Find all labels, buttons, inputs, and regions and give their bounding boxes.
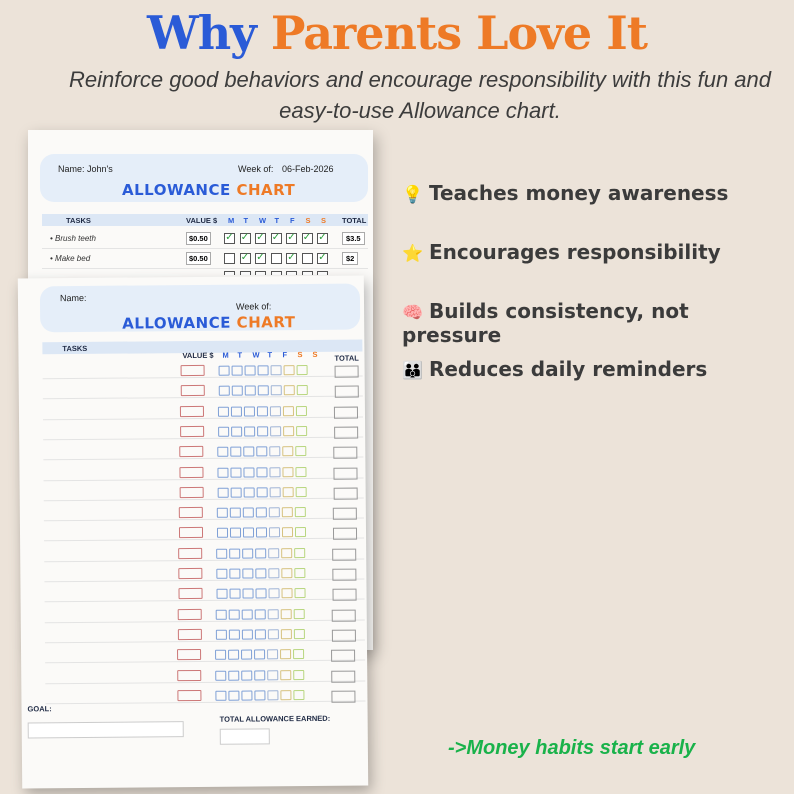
day-box[interactable] <box>244 406 255 416</box>
row-divider <box>42 248 368 249</box>
total-box[interactable] <box>334 406 358 418</box>
day-box[interactable] <box>270 386 281 396</box>
value-box[interactable] <box>180 405 204 416</box>
day-box[interactable] <box>268 568 279 578</box>
task-total: $2 <box>342 252 358 265</box>
day-checkbox[interactable] <box>271 271 282 275</box>
row-divider <box>45 599 365 603</box>
day-box[interactable] <box>244 447 255 457</box>
day-box[interactable] <box>241 650 252 660</box>
day-box[interactable] <box>268 609 279 619</box>
day-box[interactable] <box>215 650 226 660</box>
benefit-text: Teaches money awareness <box>428 181 729 205</box>
day-box[interactable] <box>281 629 292 639</box>
day-header-5: S <box>305 216 311 225</box>
day-box[interactable] <box>231 426 242 436</box>
day-header-1: T <box>243 216 249 225</box>
value-box[interactable] <box>180 426 204 437</box>
day-header-3: T <box>274 216 280 225</box>
day-box[interactable] <box>257 386 268 396</box>
day-box[interactable] <box>256 487 267 497</box>
title-chart: CHART <box>236 313 296 332</box>
value-box[interactable] <box>179 466 203 477</box>
day-checkbox[interactable] <box>224 271 235 275</box>
total-box[interactable] <box>334 386 358 398</box>
day-header-1: T <box>237 350 243 360</box>
brain-icon: 🧠 <box>402 303 424 323</box>
day-box[interactable] <box>268 589 279 599</box>
row-divider <box>43 457 363 461</box>
benefit-item <box>402 357 707 381</box>
day-box[interactable] <box>242 629 253 639</box>
subtitle: Reinforce good behaviors and encourage responsibility with this fun and easy-to-use Allowance chart. <box>69 67 771 123</box>
day-box[interactable] <box>217 467 228 477</box>
day-box[interactable] <box>243 467 254 477</box>
day-header-0: M <box>222 350 229 360</box>
row-divider <box>43 376 363 380</box>
day-checkbox[interactable]: ✓ <box>256 252 265 263</box>
week-value: 06-Feb-2026 <box>282 164 334 174</box>
value-box[interactable] <box>177 669 201 680</box>
row-divider <box>45 680 365 684</box>
day-box[interactable] <box>297 365 308 375</box>
total-box[interactable] <box>331 690 355 702</box>
day-box[interactable] <box>243 528 254 538</box>
col-total: TOTAL <box>342 216 367 225</box>
day-box[interactable] <box>217 528 228 538</box>
day-box[interactable] <box>215 670 226 680</box>
name-label: Name: John's <box>58 164 113 174</box>
day-box[interactable] <box>255 589 266 599</box>
row-divider <box>44 497 364 501</box>
value-box[interactable] <box>178 629 202 640</box>
day-box[interactable] <box>228 650 239 660</box>
day-checkbox[interactable] <box>317 271 328 275</box>
value-box[interactable] <box>178 568 202 579</box>
total-earned-field[interactable] <box>220 728 270 744</box>
day-checkbox[interactable] <box>271 253 282 264</box>
row-divider <box>43 396 363 400</box>
day-box[interactable] <box>231 406 242 416</box>
value-box[interactable] <box>179 527 203 538</box>
total-box[interactable] <box>333 528 357 540</box>
day-box[interactable] <box>283 446 294 456</box>
day-box[interactable] <box>295 548 306 558</box>
lightbulb-icon: 💡 <box>402 185 424 205</box>
value-box[interactable] <box>177 649 201 660</box>
total-box[interactable] <box>334 447 358 459</box>
row-divider <box>44 579 364 583</box>
day-checkbox[interactable]: ✓ <box>256 232 265 243</box>
day-box[interactable] <box>219 366 230 376</box>
day-box[interactable] <box>281 588 292 598</box>
day-box[interactable] <box>254 690 265 700</box>
day-box[interactable] <box>271 365 282 375</box>
day-checkbox[interactable]: ✓ <box>240 252 250 263</box>
total-box[interactable] <box>334 426 358 438</box>
day-box[interactable] <box>218 447 229 457</box>
total-earned-label: TOTAL ALLOWANCE EARNED: <box>219 713 331 724</box>
week-label: Week of: <box>235 301 272 312</box>
day-box[interactable] <box>269 467 280 477</box>
day-box[interactable] <box>229 629 240 639</box>
day-checkbox[interactable]: ✓ <box>302 232 312 243</box>
day-box[interactable] <box>232 366 243 376</box>
sheet-title <box>122 313 295 333</box>
day-box[interactable] <box>231 447 242 457</box>
day-box[interactable] <box>269 528 280 538</box>
day-header-3: T <box>267 350 273 360</box>
total-box[interactable] <box>332 629 356 641</box>
day-box[interactable] <box>244 426 255 436</box>
day-box[interactable] <box>296 426 307 436</box>
cta-text: ->Money habits start early <box>448 737 696 759</box>
day-box[interactable] <box>257 406 268 416</box>
day-box[interactable] <box>229 589 240 599</box>
day-box[interactable] <box>257 426 268 436</box>
day-checkbox[interactable] <box>286 271 297 275</box>
day-checkbox[interactable]: ✓ <box>318 252 327 263</box>
day-box[interactable] <box>267 670 278 680</box>
day-box[interactable] <box>294 609 305 619</box>
value-box[interactable] <box>179 548 203 559</box>
day-checkbox[interactable] <box>255 271 266 275</box>
day-box[interactable] <box>269 507 280 517</box>
day-checkbox[interactable]: ✓ <box>287 232 296 243</box>
col-value: VALUE $ <box>186 216 218 225</box>
day-box[interactable] <box>267 690 278 700</box>
week-label: Week of: <box>238 164 274 174</box>
day-box[interactable] <box>269 487 280 497</box>
task-name: • Brush teeth <box>50 234 96 243</box>
col-value: VALUE $ <box>182 350 214 361</box>
day-box[interactable] <box>257 447 268 457</box>
day-box[interactable] <box>295 527 306 537</box>
title-allowance: ALLOWANCE <box>122 181 231 199</box>
row-divider <box>45 639 365 643</box>
row-divider <box>43 416 363 420</box>
value-box[interactable] <box>180 385 204 396</box>
title-chart: CHART <box>236 181 296 199</box>
family-icon: 👪 <box>402 361 424 381</box>
day-box[interactable] <box>284 365 295 375</box>
benefit-item <box>402 240 721 264</box>
day-box[interactable] <box>294 588 305 598</box>
day-box[interactable] <box>218 406 229 416</box>
day-box[interactable] <box>280 670 291 680</box>
day-header-5: S <box>297 350 303 360</box>
day-checkbox[interactable]: ✓ <box>287 252 296 263</box>
day-box[interactable] <box>217 508 228 518</box>
day-box[interactable] <box>283 426 294 436</box>
total-box[interactable] <box>332 569 356 581</box>
benefit-text: Builds consistency, not pressure <box>402 299 689 347</box>
day-box[interactable] <box>218 386 229 396</box>
day-header-6: S <box>321 216 327 225</box>
total-box[interactable] <box>331 650 355 662</box>
task-total: $3.5 <box>342 232 365 245</box>
day-box[interactable] <box>243 548 254 558</box>
day-box[interactable] <box>296 406 307 416</box>
day-box[interactable] <box>229 569 240 579</box>
row-divider <box>45 700 365 704</box>
value-box[interactable] <box>180 446 204 457</box>
day-box[interactable] <box>242 609 253 619</box>
day-box[interactable] <box>258 365 269 375</box>
task-value: $0.50 <box>186 252 211 265</box>
day-box[interactable] <box>256 528 267 538</box>
day-box[interactable] <box>282 487 293 497</box>
day-header-4: F <box>282 350 288 360</box>
day-box[interactable] <box>282 528 293 538</box>
day-box[interactable] <box>295 487 306 497</box>
day-box[interactable] <box>215 691 226 701</box>
day-box[interactable] <box>245 365 256 375</box>
day-box[interactable] <box>230 467 241 477</box>
day-box[interactable] <box>243 487 254 497</box>
day-box[interactable] <box>283 385 294 395</box>
day-box[interactable] <box>268 629 279 639</box>
sheet-title <box>122 181 295 199</box>
row-divider <box>42 268 368 269</box>
day-checkbox[interactable] <box>224 253 235 264</box>
day-box[interactable] <box>256 507 267 517</box>
title-allowance: ALLOWANCE <box>122 313 231 333</box>
day-box[interactable] <box>293 670 304 680</box>
name-label: Name: <box>59 292 87 304</box>
value-box[interactable] <box>179 487 203 498</box>
day-box[interactable] <box>230 487 241 497</box>
allowance-sheet-blank <box>18 276 368 789</box>
day-box[interactable] <box>241 670 252 680</box>
row-divider <box>45 660 365 664</box>
day-box[interactable] <box>280 690 291 700</box>
day-box[interactable] <box>267 649 278 659</box>
day-header-2: W <box>259 216 267 225</box>
day-box[interactable] <box>244 386 255 396</box>
day-box[interactable] <box>242 589 253 599</box>
day-box[interactable] <box>256 467 267 477</box>
task-value: $0.50 <box>186 232 211 245</box>
day-box[interactable] <box>243 508 254 518</box>
day-box[interactable] <box>255 629 266 639</box>
day-header-2: W <box>252 350 260 360</box>
day-box[interactable] <box>281 568 292 578</box>
day-box[interactable] <box>216 569 227 579</box>
day-header-6: S <box>312 349 318 359</box>
day-box[interactable] <box>228 670 239 680</box>
day-box[interactable] <box>217 548 228 558</box>
day-box[interactable] <box>296 446 307 456</box>
value-box[interactable] <box>177 690 201 701</box>
day-box[interactable] <box>229 609 240 619</box>
row-divider <box>44 518 364 522</box>
row-divider <box>43 436 363 440</box>
day-box[interactable] <box>281 609 292 619</box>
day-box[interactable] <box>254 670 265 680</box>
day-header-0: M <box>228 216 235 225</box>
day-box[interactable] <box>255 609 266 619</box>
value-box[interactable] <box>178 588 202 599</box>
day-box[interactable] <box>294 629 305 639</box>
day-box[interactable] <box>293 649 304 659</box>
total-box[interactable] <box>332 609 356 621</box>
goal-label: GOAL: <box>27 704 52 714</box>
day-checkbox[interactable] <box>302 271 313 275</box>
day-box[interactable] <box>231 386 242 396</box>
benefit-item <box>402 299 794 347</box>
day-box[interactable] <box>216 609 227 619</box>
goal-field[interactable] <box>28 721 184 738</box>
total-box[interactable] <box>333 487 357 499</box>
day-box[interactable] <box>230 508 241 518</box>
day-box[interactable] <box>242 568 253 578</box>
total-box[interactable] <box>332 589 356 601</box>
day-box[interactable] <box>228 690 239 700</box>
day-box[interactable] <box>280 649 291 659</box>
day-box[interactable] <box>216 589 227 599</box>
day-checkbox[interactable]: ✓ <box>271 232 281 243</box>
task-name: • Make bed <box>50 254 91 263</box>
headline-why: Why <box>147 6 256 60</box>
col-tasks: TASKS <box>66 216 91 225</box>
day-checkbox[interactable] <box>240 271 251 275</box>
day-box[interactable] <box>293 690 304 700</box>
value-box[interactable] <box>179 507 203 518</box>
row-divider <box>45 619 365 623</box>
total-box[interactable] <box>331 670 355 682</box>
headline-parents-love-it: Parents Love It <box>270 6 647 60</box>
headline <box>0 6 794 60</box>
day-checkbox[interactable]: ✓ <box>240 232 250 243</box>
day-box[interactable] <box>256 548 267 558</box>
day-box[interactable] <box>283 406 294 416</box>
col-tasks: TASKS <box>62 343 88 354</box>
total-box[interactable] <box>335 366 359 378</box>
day-box[interactable] <box>282 548 293 558</box>
day-box[interactable] <box>270 406 281 416</box>
total-box[interactable] <box>333 508 357 520</box>
day-box[interactable] <box>294 568 305 578</box>
total-box[interactable] <box>333 467 357 479</box>
day-box[interactable] <box>255 568 266 578</box>
day-checkbox[interactable] <box>302 253 313 264</box>
total-box[interactable] <box>333 548 357 560</box>
day-box[interactable] <box>217 487 228 497</box>
benefit-item <box>402 181 728 205</box>
day-box[interactable] <box>216 630 227 640</box>
day-box[interactable] <box>270 426 281 436</box>
day-box[interactable] <box>241 690 252 700</box>
row-divider <box>44 538 364 542</box>
day-box[interactable] <box>230 548 241 558</box>
star-icon: ⭐ <box>402 244 424 264</box>
value-box[interactable] <box>178 609 202 620</box>
day-checkbox[interactable]: ✓ <box>318 232 327 243</box>
day-box[interactable] <box>295 467 306 477</box>
day-box[interactable] <box>254 650 265 660</box>
day-header-4: F <box>290 216 295 225</box>
day-box[interactable] <box>295 507 306 517</box>
day-box[interactable] <box>230 528 241 538</box>
day-box[interactable] <box>218 427 229 437</box>
col-total: TOTAL <box>334 353 359 363</box>
day-box[interactable] <box>282 507 293 517</box>
row-divider <box>44 558 364 562</box>
day-checkbox[interactable]: ✓ <box>225 232 234 243</box>
benefit-text: Encourages responsibility <box>428 240 721 264</box>
row-divider <box>44 477 364 481</box>
day-box[interactable] <box>296 385 307 395</box>
day-box[interactable] <box>270 446 281 456</box>
day-box[interactable] <box>269 548 280 558</box>
benefit-text: Reduces daily reminders <box>428 357 708 381</box>
value-box[interactable] <box>181 365 205 376</box>
day-box[interactable] <box>282 467 293 477</box>
